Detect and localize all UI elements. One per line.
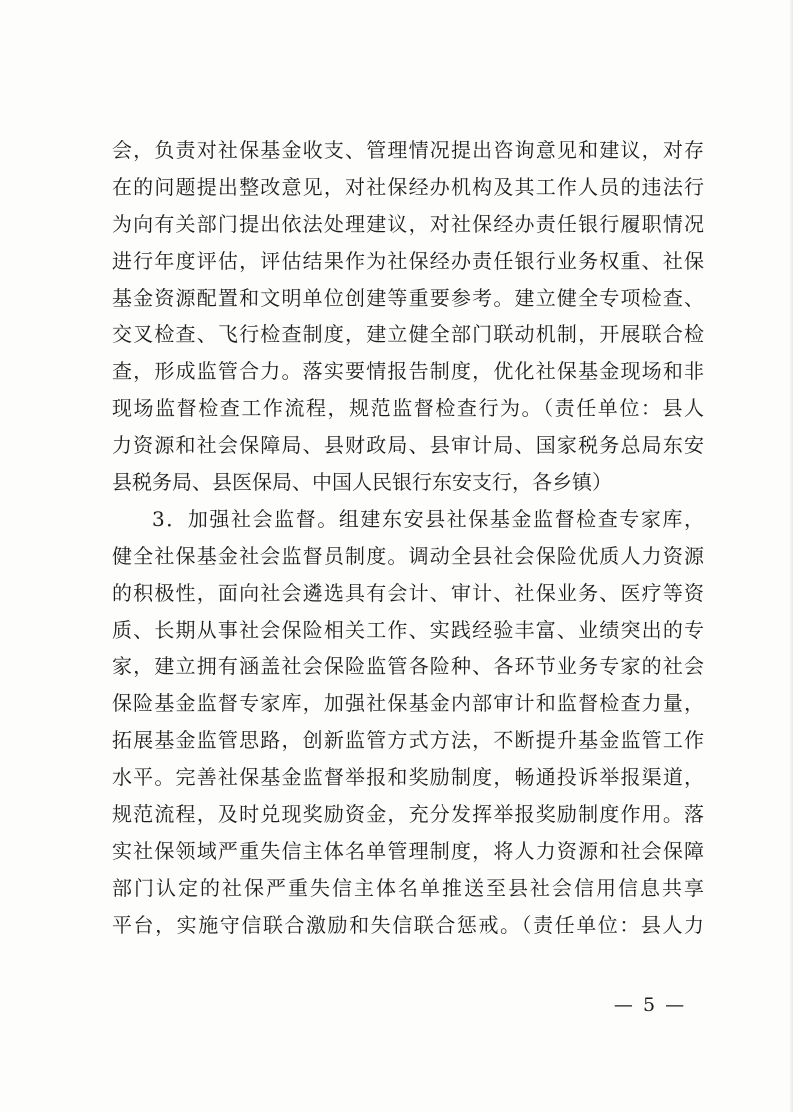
text-line: 平台，实施守信联合激励和失信联合惩戒。（责任单位：县人力 [112,912,704,937]
body-text [112,132,704,944]
text-line: 质、长期从事社会保险相关工作、实践经验丰富、业绩突出的专 [112,617,704,642]
text-line: 健全社保基金社会监督员制度。调动全县社会保险优质人力资源 [112,543,704,568]
text-line: 县税务局、县医保局、中国人民银行东安支行，各乡镇） [112,470,612,495]
text-line: 会，负责对社保基金收支、管理情况提出咨询意见和建议，对存 [112,138,704,162]
text-line: 的积极性，面向社会遴选具有会计、审计、社保业务、医疗等资 [112,580,704,605]
text-line: 规范流程，及时兑现奖励资金，充分发挥举报奖励制度作用。落 [112,802,704,827]
text-line: 现场监督检查工作流程，规范监督检查行为。（责任单位：县人 [112,396,704,421]
section-heading-line: 3．加强社会监督。组建东安县社保基金监督检查专家库， [152,506,704,531]
text-line: 基金资源配置和文明单位创建等重要参考。建立健全专项检查、 [112,285,704,310]
text-line: 保险基金监督专家库，加强社保基金内部审计和监督检查力量， [112,691,704,716]
text-line: 部门认定的社保严重失信主体名单推送至县社会信用信息共享 [112,875,704,900]
scan-edge-shadow [789,0,793,1112]
text-line: 进行年度评估，评估结果作为社保经办责任银行业务权重、社保 [112,248,704,273]
text-line: 家，建立拥有涵盖社会保险监管各险种、各环节业务专家的社会 [112,654,704,679]
text-line: 拓展基金监管思路，创新监管方式方法，不断提升基金监管工作 [112,728,704,753]
text-line: 交叉检查、飞行检查制度，建立健全部门联动机制，开展联合检 [112,322,704,347]
text-line: 为向有关部门提出依法处理建议，对社保经办责任银行履职情况 [112,211,704,236]
page-number: — 5 — [613,994,687,1016]
text-line: 在的问题提出整改意见，对社保经办机构及其工作人员的违法行 [112,174,704,199]
text-line: 水平。完善社保基金监督举报和奖励制度，畅通投诉举报渠道， [112,765,704,790]
text-line: 实社保领域严重失信主体名单管理制度，将人力资源和社会保障 [112,838,704,863]
text-line: 力资源和社会保障局、县财政局、县审计局、国家税务总局东安 [112,433,704,458]
text-line: 查，形成监管合力。落实要情报告制度，优化社保基金现场和非 [112,359,704,384]
